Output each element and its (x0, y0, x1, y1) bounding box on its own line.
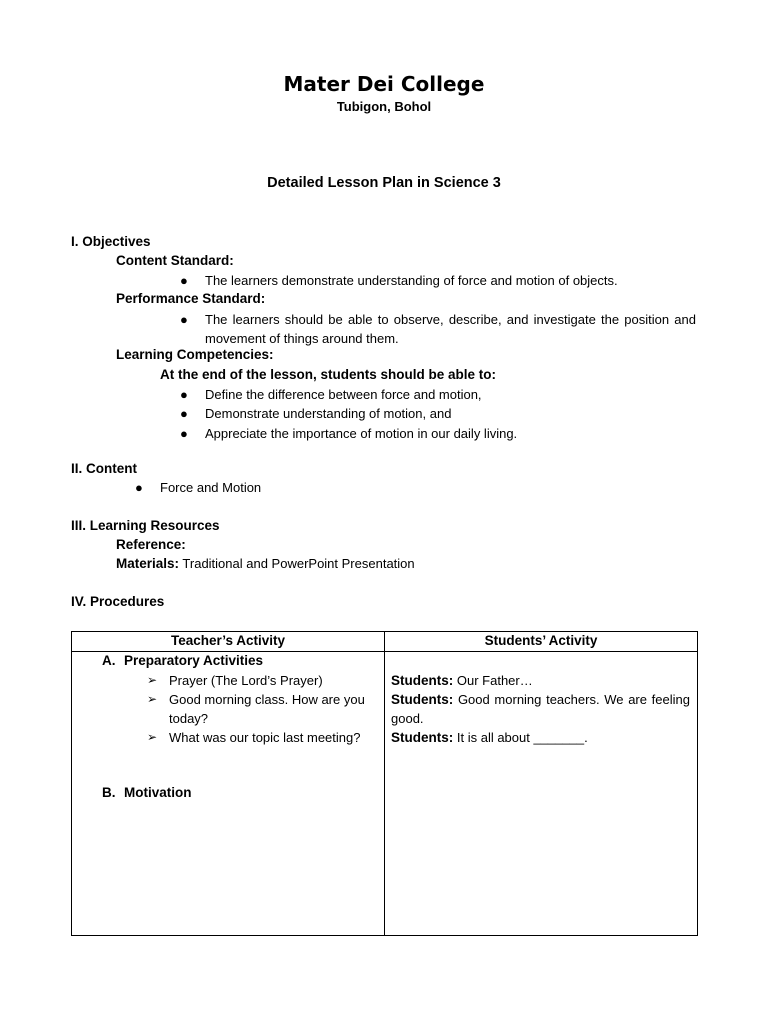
student-text: Good morning teachers. We are feeling good. (391, 692, 690, 726)
section-label: Preparatory Activities (124, 653, 264, 668)
teacher-activity-header: Teacher’s Activity (170, 633, 286, 648)
section-letter: B. (102, 785, 116, 800)
lesson-end-label: At the end of the lesson, students should be able to: (160, 367, 497, 382)
bullet-icon: ● (180, 387, 188, 402)
student-response (391, 690, 690, 728)
performance-standard-text: The learners should be able to observe, describe, and investigate the position and movement of things around them. (205, 312, 696, 346)
school-location: Tubigon, Bohol (336, 99, 432, 114)
bullet-icon: ● (180, 406, 188, 421)
teacher-item-text: Good morning class. How are you today? (169, 692, 365, 726)
objectives-heading: I. Objectives (71, 234, 151, 249)
student-response (391, 671, 690, 690)
reference-label: Reference: (116, 537, 186, 552)
competency-text: Define the difference between force and motion, (205, 387, 482, 402)
school-name: Mater Dei College (283, 72, 485, 96)
performance-standard-label: Performance Standard: (116, 291, 266, 306)
bullet-icon: ● (135, 480, 143, 495)
table-column-divider (384, 632, 385, 935)
content-heading: II. Content (71, 461, 137, 476)
section-label: Motivation (124, 785, 192, 800)
learning-competencies-label: Learning Competencies: (116, 347, 274, 362)
competency-text: Demonstrate understanding of motion, and (205, 406, 452, 421)
procedures-heading: IV. Procedures (71, 594, 165, 609)
procedures-table (71, 631, 698, 936)
content-standard-text: The learners demonstrate understanding of force and motion of objects. (205, 273, 618, 288)
table-header-divider (72, 651, 697, 652)
student-label: Students: (391, 730, 454, 745)
materials-line (116, 556, 415, 571)
teacher-item-text: Prayer (The Lord’s Prayer) (169, 673, 323, 688)
bullet-icon: ● (180, 312, 188, 327)
student-label: Students: (391, 673, 454, 688)
arrow-bullet-icon: ➢ (147, 673, 158, 687)
materials-value: Traditional and PowerPoint Presentation (182, 556, 415, 571)
bullet-icon: ● (180, 273, 188, 288)
students-activity-header: Students’ Activity (484, 633, 598, 648)
arrow-bullet-icon: ➢ (147, 692, 158, 706)
section-letter: A. (102, 653, 116, 668)
bullet-icon: ● (180, 426, 188, 441)
competency-text: Appreciate the importance of motion in our daily living. (205, 426, 518, 441)
student-response (391, 728, 690, 747)
teacher-item-text: What was our topic last meeting? (169, 730, 361, 745)
arrow-bullet-icon: ➢ (147, 730, 158, 744)
content-standard-label: Content Standard: (116, 253, 234, 268)
content-item-text: Force and Motion (160, 480, 262, 495)
student-label: Students: (391, 692, 454, 707)
materials-label: Materials: (116, 556, 180, 571)
student-text: Our Father… (456, 673, 533, 688)
student-text: It is all about _______. (456, 730, 588, 745)
document-title: Detailed Lesson Plan in Science 3 (267, 175, 501, 191)
resources-heading: III. Learning Resources (71, 518, 220, 533)
